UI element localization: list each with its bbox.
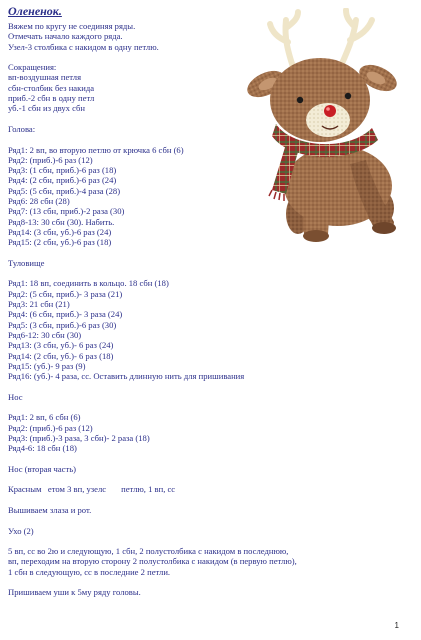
ear-instructions: 5 вп, сс во 2ю и следующую, 1 сбн, 2 полустолбика с накидом в последнюю, вп, переходим на вторую сторону 2 полустолбика с накидом (в первую петлю), 1 сбн в следующую, сс в последние 2 петли. <box>8 546 297 577</box>
head-title: Голова: <box>8 123 36 134</box>
nose-row: Ряд1: 2 вп, 6 сбн (6) <box>8 412 81 423</box>
head-row: Ряд8-13: 30 сбн (30). Набить. <box>8 216 115 227</box>
abbrev-title: Сокращения: <box>8 62 57 73</box>
left-antler <box>270 12 298 70</box>
page-title: Олененок. <box>8 4 62 18</box>
body-row: Ряд4: (6 сбн, приб.)- 3 раза (24) <box>8 309 123 320</box>
body-row: Ряд15: (уб.)- 9 раз (9) <box>8 360 86 371</box>
nose2-row: Красным етом 3 вп, узелс петлю, 1 вп, сс <box>8 484 176 495</box>
head-row: Ряд3: (1 сбн, приб.)-6 раз (18) <box>8 165 117 176</box>
body-row: Ряд3: 21 сбн (21) <box>8 299 70 310</box>
head-row: Ряд14: (3 сбн, уб.)-6 раз (24) <box>8 226 112 237</box>
final-instruction: Пришиваем уши к 5му ряду головы. <box>8 587 141 598</box>
body-row: Ряд5: (3 сбн, приб.)-6 раз (30) <box>8 319 117 330</box>
intro-line: Узел-3 столбика с накидом в одну петлю. <box>8 41 159 52</box>
eyes-instruction: Вышиваем злаза и рот. <box>8 504 92 515</box>
abbrev-line: приб.-2 сбн в одну петл <box>8 93 95 104</box>
head-row: Ряд15: (2 сбн, уб.)-6 раз (18) <box>8 237 112 248</box>
nose-title: Нос <box>8 391 23 402</box>
nose-row: Ряд3: (приб.)-3 раза, 3 сбн)- 2 раза (18) <box>8 432 150 443</box>
body-row: Ряд13: (3 сбн, уб.)- 6 раз (24) <box>8 340 114 351</box>
body-row: Ряд2: (5 сбн, приб.)- 3 раза (21) <box>8 288 123 299</box>
body-row: Ряд16: (уб.)- 4 раза, сс. Оставить длинную нить для пришивания <box>8 371 245 382</box>
abbrev-line: сбн-столбик без накида <box>8 82 95 93</box>
intro-line: Отмечать начало каждого ряда. <box>8 31 123 42</box>
head-row: Ряд2: (приб.)-6 раз (12) <box>8 154 93 165</box>
reindeer-toy-photo <box>232 8 420 248</box>
page-number: 1 <box>394 621 399 630</box>
right-antler <box>340 10 372 68</box>
nose-row: Ряд4-6: 18 сбн (18) <box>8 443 77 454</box>
head-row: Ряд6: 28 сбн (28) <box>8 196 70 207</box>
nose2-title: Нос (вторая часть) <box>8 463 77 474</box>
head-row: Ряд4: (2 сбн, приб.)-6 раз (24) <box>8 175 117 186</box>
body-row: Ряд1: 18 вп, соединить в кольцо. 18 сбн (18) <box>8 278 169 289</box>
body-row: Ряд14: (2 сбн, уб.)- 6 раз (18) <box>8 350 114 361</box>
ear-title: Ухо (2) <box>8 525 34 536</box>
head-row: Ряд5: (5 сбн, приб.)-4 раза (28) <box>8 185 121 196</box>
intro-line: Вяжем по кругу не соединяя ряды. <box>8 21 136 31</box>
abbrev-line: вп-воздушная петля <box>8 72 82 83</box>
head-row: Ряд1: 2 вп, во вторую петлю от крючка 6 сбн (6) <box>8 144 184 155</box>
body-row: Ряд6-12: 30 сбн (30) <box>8 329 82 340</box>
abbrev-line: уб.-1 сбн из двух сбн <box>8 103 85 114</box>
nose-row: Ряд2: (приб.)-6 раз (12) <box>8 422 93 433</box>
head-row: Ряд7: (13 сбн, приб.)-2 раза (30) <box>8 206 125 217</box>
body-title: Туловище <box>8 257 45 268</box>
